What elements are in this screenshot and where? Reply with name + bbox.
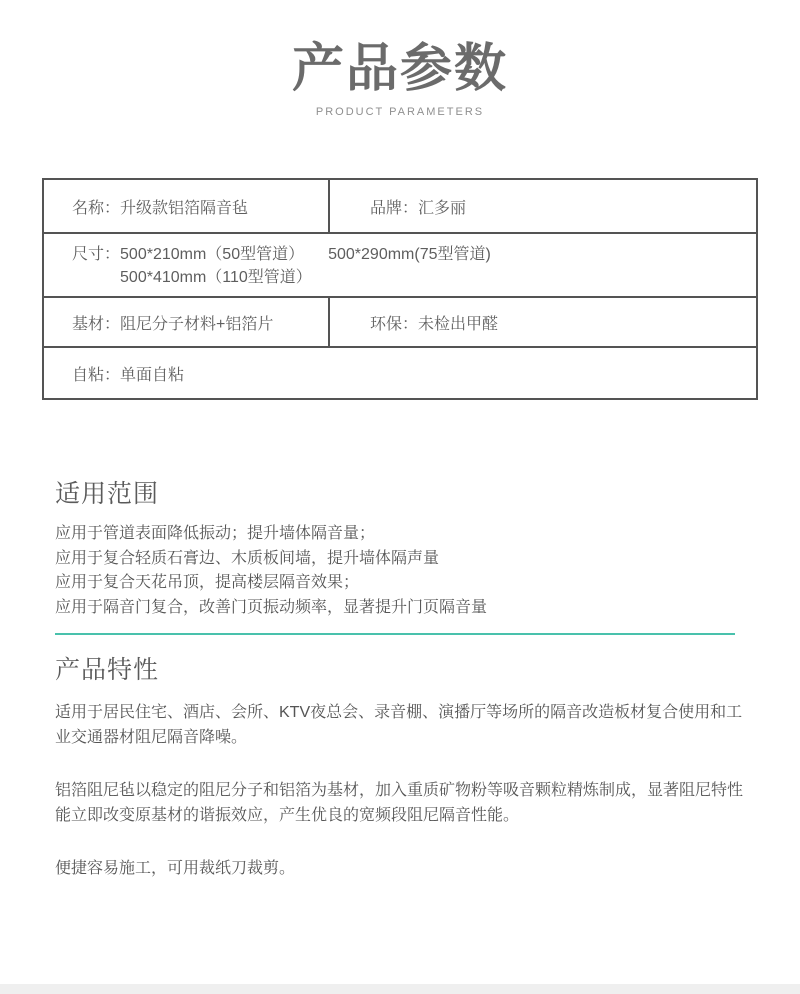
cell-base-material	[44, 298, 330, 346]
environment-label: 环保：	[370, 315, 419, 333]
spec-table	[42, 178, 758, 400]
environment-value: 未检出甲醛	[418, 315, 499, 333]
features-paragraph: 铝箔阻尼毡以稳定的阻尼分子和铝箔为基材，加入重质矿物粉等吸音颗粒精炼制成，显著阻尼特性能立即改变原基材的谐振效应，产生优良的宽频段阻尼隔音性能。	[55, 782, 744, 824]
brand-label: 品牌：	[370, 199, 419, 217]
scope-line: 应用于管道表面降低振动；提升墙体隔音量；	[55, 525, 376, 542]
table-row-size	[44, 232, 756, 296]
section-features	[0, 650, 800, 881]
table-row-base-env	[44, 296, 756, 346]
brand-value: 汇多丽	[418, 199, 467, 217]
size-values	[120, 234, 491, 289]
scope-line: 应用于复合天花吊顶，提高楼层隔音效果；	[55, 574, 360, 591]
table-row-adhesive	[44, 346, 756, 398]
page-header	[0, 0, 800, 118]
scope-heading: 适用范围	[55, 480, 160, 508]
size-value-50: 500*210mm（50型管道）	[120, 246, 305, 263]
scope-line: 应用于隔音门复合，改善门页振动频率，显著提升门页隔音量	[55, 598, 488, 616]
cell-size	[44, 234, 756, 296]
size-line-2	[120, 266, 491, 289]
cell-environment	[330, 298, 756, 346]
cell-name	[44, 180, 330, 232]
cell-brand	[330, 180, 756, 232]
page-subtitle: PRODUCT PARAMETERS	[315, 105, 485, 118]
adhesive-value: 单面自粘	[120, 366, 185, 384]
cell-adhesive	[44, 348, 756, 398]
size-value-110: 500*410mm（110型管道）	[120, 269, 312, 286]
table-row-name-brand	[44, 180, 756, 232]
features-paragraphs	[55, 700, 745, 881]
section-divider	[55, 633, 735, 635]
page-title: 产品参数	[291, 40, 508, 98]
features-paragraph: 适用于居民住宅、酒店、会所、KTV夜总会、录音棚、演播厅等场所的隔音改造板材复合使用和工业交通器材阻尼隔音降噪。	[55, 704, 743, 746]
features-heading: 产品特性	[55, 656, 160, 684]
name-value: 升级款铝箔隔音毡	[120, 199, 249, 217]
base-material-value: 阻尼分子材料+铝箔片	[120, 315, 274, 333]
footer-strip	[0, 984, 800, 994]
scope-lines	[55, 522, 745, 620]
size-line-1	[120, 243, 491, 266]
scope-line: 应用于复合轻质石膏边、木质板间墙，提升墙体隔声量	[55, 549, 440, 567]
name-label: 名称：	[72, 199, 121, 217]
section-scope	[0, 474, 800, 620]
size-label: 尺寸：	[72, 246, 121, 263]
adhesive-label: 自粘：	[72, 366, 121, 384]
features-paragraph: 便捷容易施工，可用裁纸刀裁剪。	[55, 860, 296, 877]
base-material-label: 基材：	[72, 315, 121, 333]
size-value-75: 500*290mm(75型管道)	[328, 246, 491, 263]
